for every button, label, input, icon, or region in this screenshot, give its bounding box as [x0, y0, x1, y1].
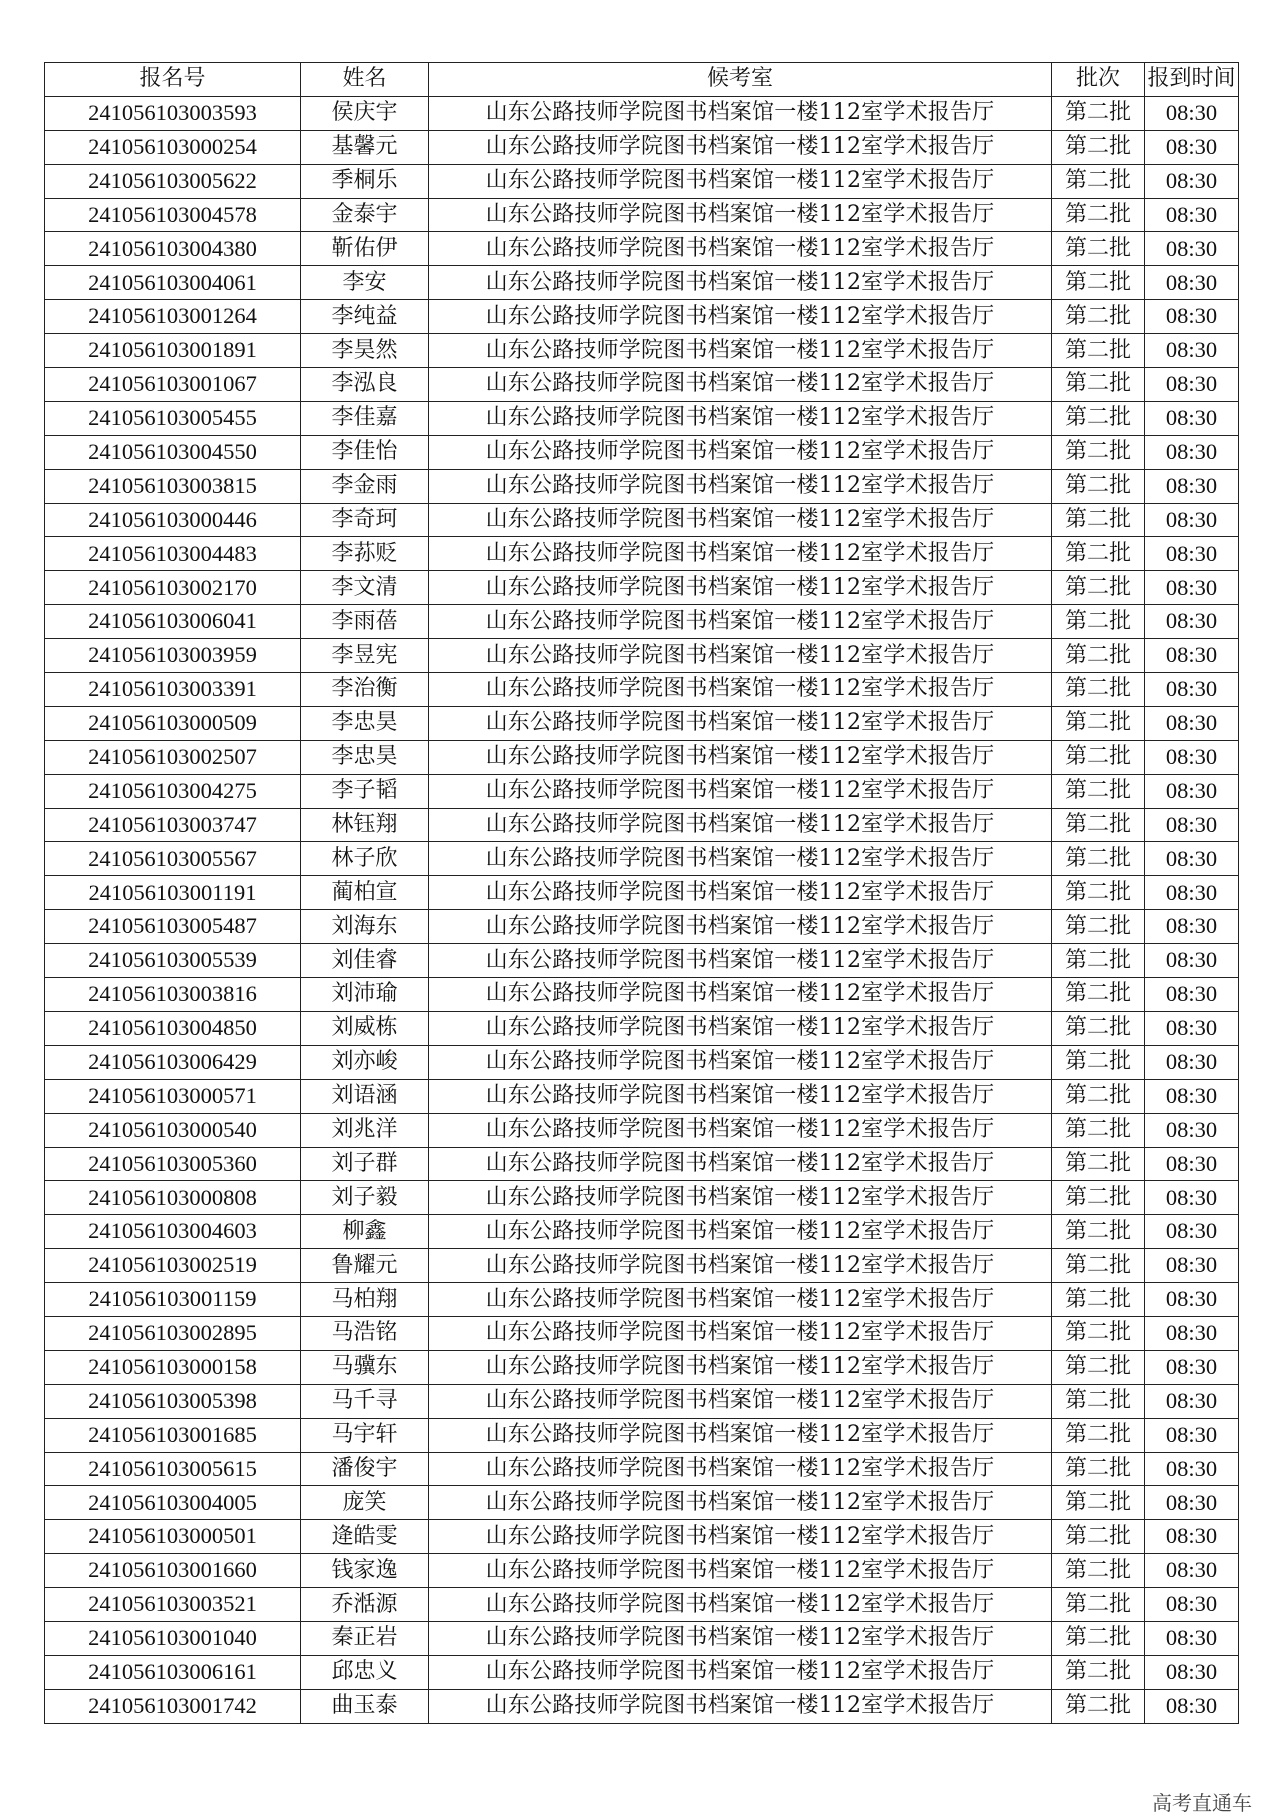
cell-waiting-room: 山东公路技师学院图书档案馆一楼112室学术报告厅 [429, 944, 1052, 978]
cell-check-in-time: 08:30 [1145, 368, 1239, 402]
table-row [45, 1079, 1239, 1113]
cell-registration-no: 241056103005622 [45, 164, 301, 198]
table-row [45, 1554, 1239, 1588]
cell-name: 刘亦峻 [301, 1045, 429, 1079]
table-row [45, 842, 1239, 876]
cell-name: 蔺柏宣 [301, 876, 429, 910]
roster-body [45, 96, 1239, 1723]
cell-check-in-time: 08:30 [1145, 96, 1239, 130]
cell-check-in-time: 08:30 [1145, 130, 1239, 164]
cell-batch: 第二批 [1052, 808, 1145, 842]
header-name: 姓名 [301, 63, 429, 97]
table-row [45, 706, 1239, 740]
header-waiting-room: 候考室 [429, 63, 1052, 97]
cell-batch: 第二批 [1052, 571, 1145, 605]
cell-batch: 第二批 [1052, 978, 1145, 1012]
cell-registration-no: 241056103004850 [45, 1011, 301, 1045]
header-check-in-time: 报到时间 [1145, 63, 1239, 97]
cell-name: 马千寻 [301, 1384, 429, 1418]
table-row [45, 1316, 1239, 1350]
header-registration-no: 报名号 [45, 63, 301, 97]
cell-registration-no: 241056103001742 [45, 1689, 301, 1723]
cell-name: 李荪贬 [301, 537, 429, 571]
cell-registration-no: 241056103003816 [45, 978, 301, 1012]
table-row [45, 1588, 1239, 1622]
table-row [45, 503, 1239, 537]
table-row [45, 1486, 1239, 1520]
cell-name: 刘子毅 [301, 1181, 429, 1215]
cell-name: 李昱宪 [301, 639, 429, 673]
cell-registration-no: 241056103003521 [45, 1588, 301, 1622]
cell-waiting-room: 山东公路技师学院图书档案馆一楼112室学术报告厅 [429, 639, 1052, 673]
cell-registration-no: 241056103003593 [45, 96, 301, 130]
cell-registration-no: 241056103005455 [45, 401, 301, 435]
cell-check-in-time: 08:30 [1145, 944, 1239, 978]
table-row [45, 401, 1239, 435]
table-row [45, 130, 1239, 164]
cell-batch: 第二批 [1052, 435, 1145, 469]
cell-check-in-time: 08:30 [1145, 1655, 1239, 1689]
cell-name: 李佳怡 [301, 435, 429, 469]
cell-registration-no: 241056103006161 [45, 1655, 301, 1689]
cell-check-in-time: 08:30 [1145, 503, 1239, 537]
table-row [45, 1452, 1239, 1486]
table-row [45, 571, 1239, 605]
cell-registration-no: 241056103002519 [45, 1249, 301, 1283]
cell-batch: 第二批 [1052, 1283, 1145, 1317]
cell-name: 曲玉泰 [301, 1689, 429, 1723]
cell-name: 刘海东 [301, 910, 429, 944]
cell-batch: 第二批 [1052, 1113, 1145, 1147]
cell-registration-no: 241056103000540 [45, 1113, 301, 1147]
table-row [45, 944, 1239, 978]
table-row [45, 1384, 1239, 1418]
cell-name: 刘佳睿 [301, 944, 429, 978]
cell-check-in-time: 08:30 [1145, 435, 1239, 469]
cell-name: 李雨蓓 [301, 605, 429, 639]
cell-batch: 第二批 [1052, 1215, 1145, 1249]
cell-waiting-room: 山东公路技师学院图书档案馆一楼112室学术报告厅 [429, 130, 1052, 164]
cell-registration-no: 241056103003391 [45, 673, 301, 707]
cell-waiting-room: 山东公路技师学院图书档案馆一楼112室学术报告厅 [429, 1418, 1052, 1452]
cell-registration-no: 241056103001040 [45, 1621, 301, 1655]
cell-waiting-room: 山东公路技师学院图书档案馆一楼112室学术报告厅 [429, 1079, 1052, 1113]
table-row [45, 368, 1239, 402]
cell-registration-no: 241056103005360 [45, 1147, 301, 1181]
cell-waiting-room: 山东公路技师学院图书档案馆一楼112室学术报告厅 [429, 1384, 1052, 1418]
table-row [45, 164, 1239, 198]
cell-registration-no: 241056103004061 [45, 266, 301, 300]
cell-registration-no: 241056103000158 [45, 1350, 301, 1384]
cell-batch: 第二批 [1052, 1520, 1145, 1554]
cell-registration-no: 241056103004005 [45, 1486, 301, 1520]
cell-batch: 第二批 [1052, 1350, 1145, 1384]
cell-name: 基馨元 [301, 130, 429, 164]
cell-name: 侯庆宇 [301, 96, 429, 130]
cell-registration-no: 241056103004483 [45, 537, 301, 571]
cell-check-in-time: 08:30 [1145, 537, 1239, 571]
cell-waiting-room: 山东公路技师学院图书档案馆一楼112室学术报告厅 [429, 706, 1052, 740]
cell-registration-no: 241056103001191 [45, 876, 301, 910]
cell-batch: 第二批 [1052, 1181, 1145, 1215]
cell-batch: 第二批 [1052, 673, 1145, 707]
cell-registration-no: 241056103001067 [45, 368, 301, 402]
cell-batch: 第二批 [1052, 130, 1145, 164]
table-row [45, 740, 1239, 774]
cell-name: 李佳嘉 [301, 401, 429, 435]
cell-check-in-time: 08:30 [1145, 808, 1239, 842]
cell-registration-no: 241056103006041 [45, 605, 301, 639]
cell-check-in-time: 08:30 [1145, 571, 1239, 605]
cell-batch: 第二批 [1052, 706, 1145, 740]
cell-batch: 第二批 [1052, 1621, 1145, 1655]
cell-check-in-time: 08:30 [1145, 706, 1239, 740]
cell-check-in-time: 08:30 [1145, 1621, 1239, 1655]
cell-name: 乔湉源 [301, 1588, 429, 1622]
table-row [45, 1520, 1239, 1554]
cell-registration-no: 241056103000501 [45, 1520, 301, 1554]
cell-check-in-time: 08:30 [1145, 1011, 1239, 1045]
table-row [45, 774, 1239, 808]
cell-waiting-room: 山东公路技师学院图书档案馆一楼112室学术报告厅 [429, 401, 1052, 435]
cell-waiting-room: 山东公路技师学院图书档案馆一楼112室学术报告厅 [429, 876, 1052, 910]
cell-batch: 第二批 [1052, 639, 1145, 673]
cell-batch: 第二批 [1052, 198, 1145, 232]
cell-waiting-room: 山东公路技师学院图书档案馆一楼112室学术报告厅 [429, 1350, 1052, 1384]
cell-registration-no: 241056103004275 [45, 774, 301, 808]
cell-check-in-time: 08:30 [1145, 605, 1239, 639]
cell-waiting-room: 山东公路技师学院图书档案馆一楼112室学术报告厅 [429, 1588, 1052, 1622]
table-row [45, 639, 1239, 673]
table-row [45, 300, 1239, 334]
table-row [45, 1350, 1239, 1384]
cell-name: 林钰翔 [301, 808, 429, 842]
table-row [45, 232, 1239, 266]
table-row [45, 1621, 1239, 1655]
table-row [45, 1215, 1239, 1249]
cell-check-in-time: 08:30 [1145, 1079, 1239, 1113]
cell-registration-no: 241056103003959 [45, 639, 301, 673]
cell-check-in-time: 08:30 [1145, 232, 1239, 266]
cell-name: 李泓良 [301, 368, 429, 402]
cell-waiting-room: 山东公路技师学院图书档案馆一楼112室学术报告厅 [429, 605, 1052, 639]
cell-waiting-room: 山东公路技师学院图书档案馆一楼112室学术报告厅 [429, 368, 1052, 402]
cell-registration-no: 241056103006429 [45, 1045, 301, 1079]
cell-batch: 第二批 [1052, 1486, 1145, 1520]
cell-name: 马柏翔 [301, 1283, 429, 1317]
table-row [45, 1418, 1239, 1452]
table-row [45, 1113, 1239, 1147]
cell-check-in-time: 08:30 [1145, 469, 1239, 503]
table-row [45, 1181, 1239, 1215]
cell-check-in-time: 08:30 [1145, 1384, 1239, 1418]
cell-batch: 第二批 [1052, 334, 1145, 368]
cell-waiting-room: 山东公路技师学院图书档案馆一楼112室学术报告厅 [429, 1689, 1052, 1723]
cell-registration-no: 241056103003815 [45, 469, 301, 503]
cell-waiting-room: 山东公路技师学院图书档案馆一楼112室学术报告厅 [429, 978, 1052, 1012]
cell-registration-no: 241056103001685 [45, 1418, 301, 1452]
table-row [45, 605, 1239, 639]
table-row [45, 910, 1239, 944]
cell-batch: 第二批 [1052, 537, 1145, 571]
table-row [45, 1045, 1239, 1079]
cell-batch: 第二批 [1052, 1384, 1145, 1418]
cell-waiting-room: 山东公路技师学院图书档案馆一楼112室学术报告厅 [429, 1554, 1052, 1588]
cell-registration-no: 241056103000254 [45, 130, 301, 164]
roster-table [44, 62, 1239, 1724]
cell-batch: 第二批 [1052, 96, 1145, 130]
cell-waiting-room: 山东公路技师学院图书档案馆一楼112室学术报告厅 [429, 910, 1052, 944]
cell-name: 柳鑫 [301, 1215, 429, 1249]
table-row [45, 334, 1239, 368]
table-row [45, 1283, 1239, 1317]
cell-check-in-time: 08:30 [1145, 1147, 1239, 1181]
cell-waiting-room: 山东公路技师学院图书档案馆一楼112室学术报告厅 [429, 266, 1052, 300]
cell-check-in-time: 08:30 [1145, 300, 1239, 334]
cell-registration-no: 241056103000446 [45, 503, 301, 537]
cell-batch: 第二批 [1052, 164, 1145, 198]
cell-waiting-room: 山东公路技师学院图书档案馆一楼112室学术报告厅 [429, 1011, 1052, 1045]
cell-waiting-room: 山东公路技师学院图书档案馆一楼112室学术报告厅 [429, 469, 1052, 503]
table-row [45, 435, 1239, 469]
cell-waiting-room: 山东公路技师学院图书档案馆一楼112室学术报告厅 [429, 1215, 1052, 1249]
cell-check-in-time: 08:30 [1145, 1350, 1239, 1384]
cell-name: 李忠昊 [301, 706, 429, 740]
cell-registration-no: 241056103004603 [45, 1215, 301, 1249]
cell-name: 季桐乐 [301, 164, 429, 198]
cell-name: 李纯益 [301, 300, 429, 334]
cell-check-in-time: 08:30 [1145, 842, 1239, 876]
cell-waiting-room: 山东公路技师学院图书档案馆一楼112室学术报告厅 [429, 842, 1052, 876]
cell-waiting-room: 山东公路技师学院图书档案馆一楼112室学术报告厅 [429, 1045, 1052, 1079]
cell-waiting-room: 山东公路技师学院图书档案馆一楼112室学术报告厅 [429, 1486, 1052, 1520]
cell-name: 刘威栋 [301, 1011, 429, 1045]
cell-waiting-room: 山东公路技师学院图书档案馆一楼112室学术报告厅 [429, 571, 1052, 605]
cell-registration-no: 241056103004380 [45, 232, 301, 266]
table-row [45, 469, 1239, 503]
cell-name: 潘俊宇 [301, 1452, 429, 1486]
cell-waiting-room: 山东公路技师学院图书档案馆一楼112室学术报告厅 [429, 1452, 1052, 1486]
cell-registration-no: 241056103002507 [45, 740, 301, 774]
cell-registration-no: 241056103001159 [45, 1283, 301, 1317]
cell-check-in-time: 08:30 [1145, 673, 1239, 707]
cell-waiting-room: 山东公路技师学院图书档案馆一楼112室学术报告厅 [429, 435, 1052, 469]
cell-name: 李奇珂 [301, 503, 429, 537]
cell-registration-no: 241056103005398 [45, 1384, 301, 1418]
cell-registration-no: 241056103004578 [45, 198, 301, 232]
table-row [45, 978, 1239, 1012]
cell-name: 秦正岩 [301, 1621, 429, 1655]
cell-check-in-time: 08:30 [1145, 1588, 1239, 1622]
cell-registration-no: 241056103005615 [45, 1452, 301, 1486]
cell-name: 逄皓雯 [301, 1520, 429, 1554]
cell-registration-no: 241056103000808 [45, 1181, 301, 1215]
cell-batch: 第二批 [1052, 401, 1145, 435]
cell-batch: 第二批 [1052, 368, 1145, 402]
cell-name: 马骥东 [301, 1350, 429, 1384]
cell-batch: 第二批 [1052, 910, 1145, 944]
header-batch: 批次 [1052, 63, 1145, 97]
cell-name: 金泰宇 [301, 198, 429, 232]
cell-waiting-room: 山东公路技师学院图书档案馆一楼112室学术报告厅 [429, 1621, 1052, 1655]
cell-registration-no: 241056103004550 [45, 435, 301, 469]
cell-waiting-room: 山东公路技师学院图书档案馆一楼112室学术报告厅 [429, 164, 1052, 198]
cell-registration-no: 241056103000509 [45, 706, 301, 740]
cell-name: 钱家逸 [301, 1554, 429, 1588]
cell-check-in-time: 08:30 [1145, 198, 1239, 232]
cell-registration-no: 241056103005487 [45, 910, 301, 944]
cell-name: 林子欣 [301, 842, 429, 876]
cell-check-in-time: 08:30 [1145, 1215, 1239, 1249]
cell-batch: 第二批 [1052, 876, 1145, 910]
header-row [45, 63, 1239, 97]
cell-waiting-room: 山东公路技师学院图书档案馆一楼112室学术报告厅 [429, 673, 1052, 707]
cell-waiting-room: 山东公路技师学院图书档案馆一楼112室学术报告厅 [429, 503, 1052, 537]
cell-registration-no: 241056103001660 [45, 1554, 301, 1588]
cell-name: 李安 [301, 266, 429, 300]
cell-waiting-room: 山东公路技师学院图书档案馆一楼112室学术报告厅 [429, 96, 1052, 130]
cell-check-in-time: 08:30 [1145, 1520, 1239, 1554]
cell-waiting-room: 山东公路技师学院图书档案馆一楼112室学术报告厅 [429, 774, 1052, 808]
cell-batch: 第二批 [1052, 740, 1145, 774]
table-row [45, 876, 1239, 910]
cell-waiting-room: 山东公路技师学院图书档案馆一楼112室学术报告厅 [429, 808, 1052, 842]
cell-name: 李治衡 [301, 673, 429, 707]
cell-check-in-time: 08:30 [1145, 401, 1239, 435]
cell-batch: 第二批 [1052, 1316, 1145, 1350]
cell-check-in-time: 08:30 [1145, 740, 1239, 774]
cell-batch: 第二批 [1052, 1588, 1145, 1622]
cell-batch: 第二批 [1052, 842, 1145, 876]
cell-name: 李忠昊 [301, 740, 429, 774]
cell-waiting-room: 山东公路技师学院图书档案馆一楼112室学术报告厅 [429, 1249, 1052, 1283]
cell-check-in-time: 08:30 [1145, 876, 1239, 910]
table-row [45, 1147, 1239, 1181]
cell-batch: 第二批 [1052, 1011, 1145, 1045]
cell-registration-no: 241056103002895 [45, 1316, 301, 1350]
table-row [45, 1249, 1239, 1283]
cell-name: 李子韬 [301, 774, 429, 808]
table-row [45, 96, 1239, 130]
cell-name: 邱忠义 [301, 1655, 429, 1689]
cell-waiting-room: 山东公路技师学院图书档案馆一楼112室学术报告厅 [429, 1283, 1052, 1317]
cell-registration-no: 241056103000571 [45, 1079, 301, 1113]
cell-batch: 第二批 [1052, 1147, 1145, 1181]
cell-name: 刘语涵 [301, 1079, 429, 1113]
cell-waiting-room: 山东公路技师学院图书档案馆一楼112室学术报告厅 [429, 1181, 1052, 1215]
cell-waiting-room: 山东公路技师学院图书档案馆一楼112室学术报告厅 [429, 1113, 1052, 1147]
cell-waiting-room: 山东公路技师学院图书档案馆一楼112室学术报告厅 [429, 198, 1052, 232]
table-row [45, 537, 1239, 571]
cell-check-in-time: 08:30 [1145, 1554, 1239, 1588]
cell-name: 马浩铭 [301, 1316, 429, 1350]
cell-check-in-time: 08:30 [1145, 1283, 1239, 1317]
cell-batch: 第二批 [1052, 1249, 1145, 1283]
cell-registration-no: 241056103005539 [45, 944, 301, 978]
cell-batch: 第二批 [1052, 266, 1145, 300]
cell-check-in-time: 08:30 [1145, 1418, 1239, 1452]
cell-batch: 第二批 [1052, 944, 1145, 978]
cell-batch: 第二批 [1052, 1418, 1145, 1452]
cell-check-in-time: 08:30 [1145, 1689, 1239, 1723]
cell-batch: 第二批 [1052, 1655, 1145, 1689]
cell-batch: 第二批 [1052, 1045, 1145, 1079]
cell-name: 刘沛瑜 [301, 978, 429, 1012]
cell-check-in-time: 08:30 [1145, 1181, 1239, 1215]
cell-check-in-time: 08:30 [1145, 1045, 1239, 1079]
cell-waiting-room: 山东公路技师学院图书档案馆一楼112室学术报告厅 [429, 740, 1052, 774]
cell-batch: 第二批 [1052, 232, 1145, 266]
table-row [45, 198, 1239, 232]
cell-batch: 第二批 [1052, 774, 1145, 808]
cell-batch: 第二批 [1052, 300, 1145, 334]
cell-waiting-room: 山东公路技师学院图书档案馆一楼112室学术报告厅 [429, 1520, 1052, 1554]
watermark: 高考直通车 [1152, 1791, 1252, 1815]
cell-check-in-time: 08:30 [1145, 334, 1239, 368]
table-row [45, 266, 1239, 300]
cell-registration-no: 241056103005567 [45, 842, 301, 876]
cell-batch: 第二批 [1052, 1079, 1145, 1113]
cell-name: 刘子群 [301, 1147, 429, 1181]
cell-waiting-room: 山东公路技师学院图书档案馆一楼112室学术报告厅 [429, 1655, 1052, 1689]
cell-registration-no: 241056103001264 [45, 300, 301, 334]
table-row [45, 673, 1239, 707]
cell-check-in-time: 08:30 [1145, 1113, 1239, 1147]
cell-registration-no: 241056103003747 [45, 808, 301, 842]
cell-check-in-time: 08:30 [1145, 1486, 1239, 1520]
cell-name: 刘兆洋 [301, 1113, 429, 1147]
cell-check-in-time: 08:30 [1145, 1249, 1239, 1283]
cell-check-in-time: 08:30 [1145, 266, 1239, 300]
cell-name: 李文清 [301, 571, 429, 605]
cell-name: 马宇轩 [301, 1418, 429, 1452]
cell-check-in-time: 08:30 [1145, 774, 1239, 808]
cell-check-in-time: 08:30 [1145, 978, 1239, 1012]
table-row [45, 1011, 1239, 1045]
cell-waiting-room: 山东公路技师学院图书档案馆一楼112室学术报告厅 [429, 334, 1052, 368]
cell-batch: 第二批 [1052, 469, 1145, 503]
cell-waiting-room: 山东公路技师学院图书档案馆一楼112室学术报告厅 [429, 1147, 1052, 1181]
cell-check-in-time: 08:30 [1145, 1452, 1239, 1486]
cell-check-in-time: 08:30 [1145, 639, 1239, 673]
table-row [45, 808, 1239, 842]
cell-batch: 第二批 [1052, 1554, 1145, 1588]
cell-name: 靳佑伊 [301, 232, 429, 266]
cell-waiting-room: 山东公路技师学院图书档案馆一楼112室学术报告厅 [429, 537, 1052, 571]
cell-batch: 第二批 [1052, 1452, 1145, 1486]
cell-name: 庞笑 [301, 1486, 429, 1520]
cell-waiting-room: 山东公路技师学院图书档案馆一楼112室学术报告厅 [429, 300, 1052, 334]
cell-name: 李昊然 [301, 334, 429, 368]
table-row [45, 1655, 1239, 1689]
cell-check-in-time: 08:30 [1145, 910, 1239, 944]
cell-waiting-room: 山东公路技师学院图书档案馆一楼112室学术报告厅 [429, 1316, 1052, 1350]
table-row [45, 1689, 1239, 1723]
cell-check-in-time: 08:30 [1145, 164, 1239, 198]
cell-batch: 第二批 [1052, 503, 1145, 537]
cell-name: 李金雨 [301, 469, 429, 503]
cell-name: 鲁耀元 [301, 1249, 429, 1283]
cell-batch: 第二批 [1052, 605, 1145, 639]
cell-waiting-room: 山东公路技师学院图书档案馆一楼112室学术报告厅 [429, 232, 1052, 266]
cell-check-in-time: 08:30 [1145, 1316, 1239, 1350]
cell-registration-no: 241056103002170 [45, 571, 301, 605]
cell-registration-no: 241056103001891 [45, 334, 301, 368]
cell-batch: 第二批 [1052, 1689, 1145, 1723]
